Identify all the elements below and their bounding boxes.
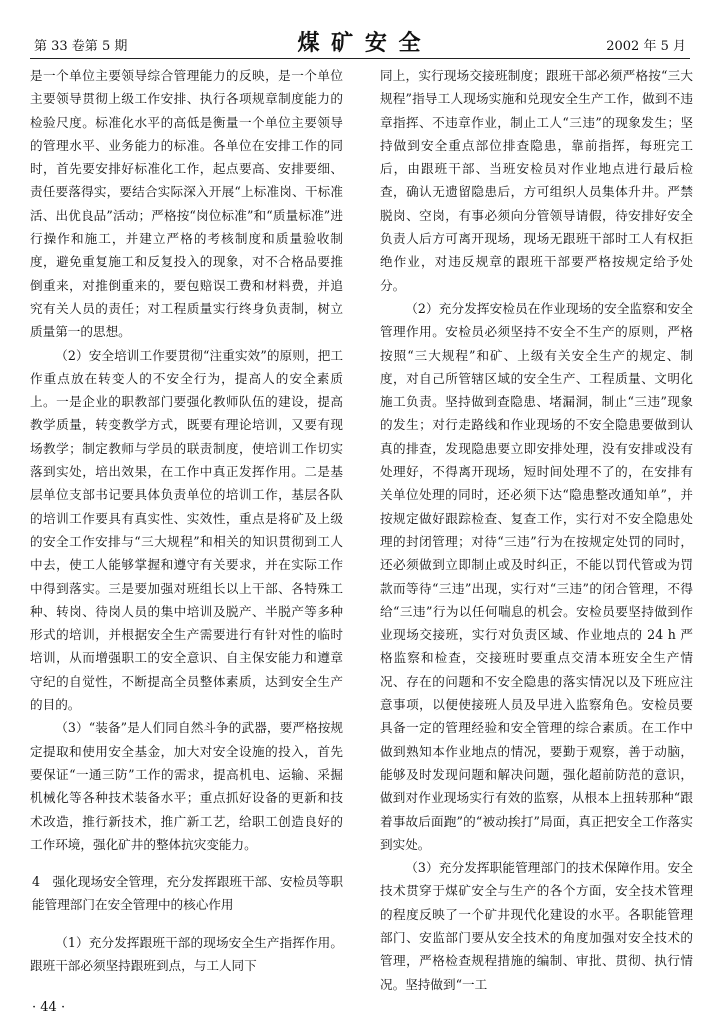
paragraph: 同上，实行现场交接班制度；跟班干部必须严格按“三大规程”指导工人现场实施和兑现安全生产工作，做到不违章指挥、不违章作业，制止工人“三违”的现象发生；坚持做到安全重点部位排查隐患，靠前指挥，每班完工后，由跟班干部、当班安检员对作业地点进行最后检查，确认无遗留隐患后，方可组织人员集体升井。严禁脱岗、空岗，有事必须向分管领导请假，待安排好安全负责人后方可离开现场，现场无跟班干部时工人有权拒绝作业，对违反规章的跟班干部要严格按规定给予处分。 (380, 68, 693, 293)
page-number: · 44 · (32, 1000, 66, 1015)
paragraph: （3）“装备”是人们同自然斗争的武器，要严格按规定提取和使用安全基金，加大对安全设施的投入，首先要保证“一通三防”工作的需求，提高机电、运输、采掘机械化等各种技术装备水平；重点抓好设备的更新和技术改造，推行新技术，推广新工艺，给职工创造良好的工作环境，强化矿井的整体抗灾变能力。 (30, 720, 343, 852)
page-header (30, 26, 690, 56)
paragraph: （3）充分发挥职能管理部门的技术保障作用。安全技术贯穿于煤矿安全与生产的各个方面，安全技术管理的程度反映了一个矿井现代化建设的水平。各职能管理部门、安监部门要从安全技术的角度加强对安全技术的管理，严格检查规程措施的编制、审批、贯彻、执行情况。坚持做到“一工 (380, 860, 693, 992)
paragraph: 是一个单位主要领导综合管理能力的反映，是一个单位主要领导贯彻上级工作安排、执行各项规章制度能力的检验尺度。标准化水平的高低是衡量一个单位主要领导的管理水平、业务能力的标准。各单位在安排工作的同时，首先要安排好标准化工作，起点要高、安排要细、责任要落得实，要结合实际深入开展“上标准岗、干标准活、出优良品”活动；严格按“岗位标准”和“质量标准”进行操作和施工，并建立严格的考核制度和质量验收制度，避免重复施工和反复投入的现象，对不合格品要推倒重来，对推倒重来的，要包赔误工费和材料费，并追究有关人员的责任；对工程质量实行终身负责制，树立质量第一的思想。 (30, 68, 343, 340)
left-column (30, 64, 343, 977)
section-heading: 4 强化现场安全管理，充分发挥跟班干部、安检员等职能管理部门在安全管理中的核心作用 (32, 874, 343, 913)
header-rule (30, 58, 690, 59)
journal-title: 煤 矿 安 全 (297, 30, 423, 56)
volume-issue: 第 33 卷第 5 期 (34, 39, 128, 54)
paragraph: （2）充分发挥安检员在作业现场的安全监察和安全管理作用。安检员必须坚持不安全不生产的原则，严格按照“三大规程”和矿、上级有关安全生产的规定、制度，对自己所管辖区域的安全生产、工程质量、文明化施工负责。坚持做到查隐患、堵漏洞，制止“三违”现象的发生；对行走路线和作业现场的不安全隐患要做到认真的排查，发现隐患要立即安排处理，没有安排或没有处理好，不得离开现场，短时间处理不了的，在安排有关单位处理的同时，还必须下达“隐患整改通知单”，并按规定做好跟踪检查、复查工作，实行对不安全隐患处理的封闭管理；对待“三违”行为在按规定处罚的同时，还必须做到立即制止或及时纠正，不能以罚代管或为罚款而等待“三违”出现，实行对“三违”的闭合管理，不得给“三违”行为以任何喘息的机会。安检员要坚持做到作业现场交接班，实行对负责区域、作业地点的 24 h 严格监察和检查，交接班时要重点交清本班安全生产情况、存在的问题和不安全隐患的落实情况以及下班应注意事项，以便使接班人员及早进入监察角色。安检员要具备一定的管理经验和安全管理的综合素质。在工作中做到熟知本作业地点的情况，要勤于观察，善于动脑，能够及时发现问题和解决问题，强化超前防范的意识，做到对作业现场实行有效的监察，从根本上扭转那种“跟着事故后面跑”的“被动挨打”局面，真正把安全工作落实到实处。 (380, 300, 693, 852)
right-column (380, 64, 693, 996)
publication-date: 2002 年 5 月 (606, 39, 686, 54)
paragraph: （2）安全培训工作要贯彻“注重实效”的原则，把工作重点放在转变人的不安全行为，提高人的安全素质上。一是企业的职教部门要强化教师队伍的建设，提高教学质量，转变教学方式，既要有理论培训，又要有现场教学；制定教师与学员的联责制度，使培训工作切实落到实处，培出效果，在工作中真正发挥作用。二是基层单位支部书记要具体负责单位的培训工作，基层各队的培训工作要具有真实性、实效性，重点是将矿及上级的安全工作安排与“三大规程”和相关的知识贯彻到工人中去，使工人能够掌握和遵守有关要求，并在实际工作中得到落实。三是要加强对班组长以上干部、各特殊工种、转岗、待岗人员的集中培训及脱产、半脱产等多种形式的培训，并根据安全生产需要进行有针对性的临时培训，从而增强职工的安全意识、自主保安能力和遵章守纪的自觉性，不断提高全员整体素质，达到安全生产的目的。 (30, 347, 343, 713)
paragraph: （1）充分发挥跟班干部的现场安全生产指挥作用。跟班干部必须坚持跟班到点，与工人同下 (30, 934, 343, 973)
